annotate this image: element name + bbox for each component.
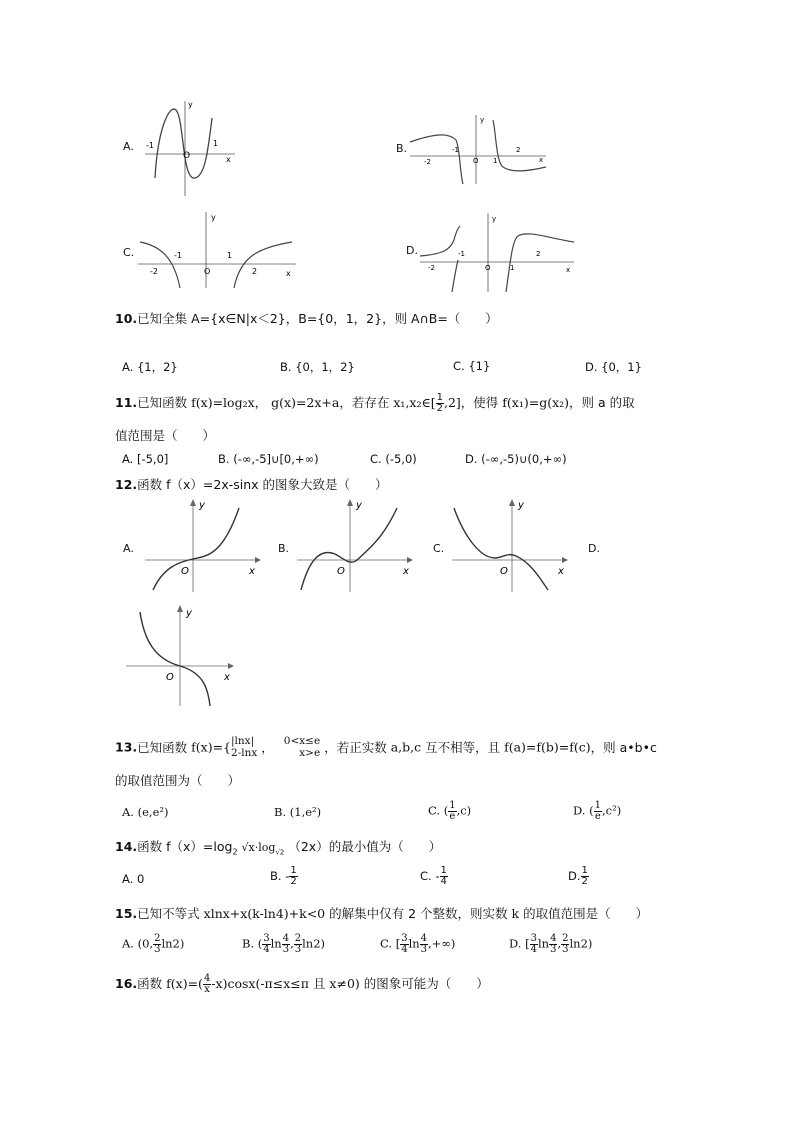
svg-text:y: y — [356, 500, 362, 511]
curve — [155, 109, 212, 178]
q10-option-c: C. {1} — [453, 359, 491, 373]
question-number: 15. — [115, 906, 138, 921]
q13-option-c: C. ( $\frac{1}{e}$ ,c) — [428, 800, 472, 822]
q11-option-c: C. (-5,0) — [370, 452, 417, 466]
curve-a — [420, 226, 460, 256]
tick: -1 — [458, 250, 465, 258]
curve-right — [234, 242, 292, 288]
tick: -2 — [150, 267, 158, 276]
graph-9b — [408, 112, 548, 186]
svg-text:y: y — [518, 500, 524, 511]
q15-option-b: B. ( $\frac{3}{4}$ ln $\frac{4}{3}$ , $\frac{2}{3}$ ln2) — [242, 933, 326, 955]
question-number: 16. — [115, 976, 138, 991]
q14-option-a: A. 0 — [122, 872, 145, 886]
option-a-label: A. — [123, 140, 134, 153]
q15-option-d: D. [ $\frac{3}{4}$ ln $\frac{4}{3}$ , $\frac{2}{3}$ ln2) — [509, 933, 593, 955]
curve — [301, 508, 397, 590]
q12-label-a: A. — [123, 542, 134, 555]
option-d-label: D. — [406, 244, 418, 257]
q10-option-b: B. {0，1，2} — [280, 360, 355, 374]
question-number: 12. — [115, 477, 138, 492]
graph-9d — [418, 210, 576, 294]
graph-9a — [140, 96, 240, 198]
curve — [140, 612, 210, 706]
tick: 1 — [493, 157, 498, 165]
graph-12d — [124, 604, 240, 708]
graph-12c — [450, 498, 572, 594]
q10-option-d: D. {0，1} — [585, 360, 642, 374]
question-11-line2: 值范围是（ ） — [115, 428, 216, 443]
svg-text:O: O — [337, 566, 345, 577]
origin: O — [204, 267, 211, 276]
question-number: 14. — [115, 839, 138, 854]
question-10 — [115, 309, 498, 327]
q11-option-a: A. [-5,0] — [122, 452, 169, 466]
option-c-label: C. — [123, 246, 135, 259]
x-label: x — [539, 156, 544, 164]
q12-label-d: D. — [588, 542, 600, 555]
curve — [153, 508, 239, 590]
question-15: 15.已知不等式 xlnx+x(k-ln4)+k<0 的解集中仅有 2 个整数，则实数 k 的取值范围是（ ） — [115, 906, 649, 921]
svg-text:O: O — [500, 566, 508, 577]
svg-text:O: O — [181, 566, 189, 577]
graph-12a — [143, 498, 263, 594]
question-text: 已知全集 A={x∈N|x＜2}，B={0，1，2}，则 A∩B=（ ） — [137, 311, 498, 326]
x-label: x — [226, 155, 231, 164]
tick: 1 — [213, 139, 219, 148]
tick: 2 — [536, 250, 541, 258]
q11-option-b: B. (-∞,-5]∪[0,+∞) — [218, 452, 319, 466]
q13-option-b: B. (1,e²) — [274, 805, 322, 819]
question-14: 14.函数 $f(x)=\log_2$ $√x\cdot\log_{√2}$ （2x）的最小值为（ ） — [115, 839, 442, 857]
q12-label-c: C. — [433, 542, 445, 555]
question-13: 13.已知函数 f(x)={ |lnx| 2-lnx ， 0<x≤e x>e ，若正实数 a,b,c 互不相等，且 f(a)=f(b)=f(c)，则 a•b•c — [115, 735, 657, 759]
tick: 2 — [516, 146, 521, 154]
y-label: y — [188, 100, 193, 109]
q14-option-c: C. - $\frac{1}{4}$ — [420, 865, 447, 887]
graph-9c — [136, 208, 298, 290]
curve-c — [506, 234, 574, 292]
question-16: 16.函数 f(x)=( $\frac{4}{x}$ -x)cosx(-π≤x≤π 且 x≠0) 的图象可能为（ ） — [115, 973, 489, 995]
tick: 2 — [252, 267, 258, 276]
svg-text:x: x — [249, 566, 255, 577]
svg-text:y: y — [199, 500, 205, 511]
q15-option-a: A. (0, $\frac{2}{3}$ ln2) — [122, 933, 185, 955]
option-b-label: B. — [396, 142, 408, 155]
q12-label-b: B. — [278, 542, 290, 555]
y-label: y — [480, 116, 485, 124]
tick: -1 — [174, 251, 182, 260]
curve-left — [140, 242, 180, 288]
origin: O — [485, 264, 491, 272]
question-13-line2: 的取值范围为（ ） — [115, 773, 241, 788]
svg-text:O: O — [166, 672, 174, 683]
tick: -2 — [428, 264, 435, 272]
curve-left — [410, 135, 463, 184]
q13-option-d: D. ( $\frac{1}{e}$ ,c²) — [573, 800, 622, 822]
tick: -1 — [452, 146, 459, 154]
x-label: x — [286, 269, 291, 278]
curve-b — [452, 260, 458, 292]
graph-12b — [295, 498, 417, 594]
question-number: 11. — [115, 395, 138, 410]
q14-option-b: B. - $\frac{1}{2}$ — [270, 865, 297, 887]
y-label: y — [211, 213, 216, 222]
y-label: y — [492, 215, 497, 223]
q13-option-a: A. (e,e²) — [122, 805, 169, 819]
curve — [454, 508, 548, 590]
question-11: 11.已知函数 f(x)=log₂x， g(x)=2x+a，若存在 x₁,x₂∈[ $\frac{1}{2}$ ,2]，使得 f(x₁)=g(x₂)，则 a 的取 — [115, 392, 635, 414]
q14-option-d: D. $\frac{1}{2}$ — [568, 865, 588, 887]
question-12: 12.函数 f（x）=2x-sinx 的图象大致是（ ） — [115, 477, 388, 492]
question-number: 13. — [115, 739, 138, 755]
tick: 1 — [510, 264, 515, 272]
tick: 1 — [227, 251, 233, 260]
origin: O — [183, 151, 191, 161]
q11-option-d: D. (-∞,-5)∪(0,+∞) — [465, 452, 567, 466]
origin: O — [473, 157, 479, 165]
q10-option-a: A. {1，2} — [122, 360, 178, 374]
svg-text:x: x — [224, 672, 230, 683]
q15-option-c: C. [ $\frac{3}{4}$ ln $\frac{4}{3}$ ,+∞) — [380, 933, 456, 955]
tick: -2 — [424, 158, 431, 166]
svg-text:y: y — [186, 608, 192, 619]
svg-text:x: x — [558, 566, 564, 577]
question-number: 10. — [115, 311, 138, 326]
x-label: x — [566, 266, 571, 274]
tick: -1 — [146, 141, 154, 150]
svg-text:x: x — [403, 566, 409, 577]
